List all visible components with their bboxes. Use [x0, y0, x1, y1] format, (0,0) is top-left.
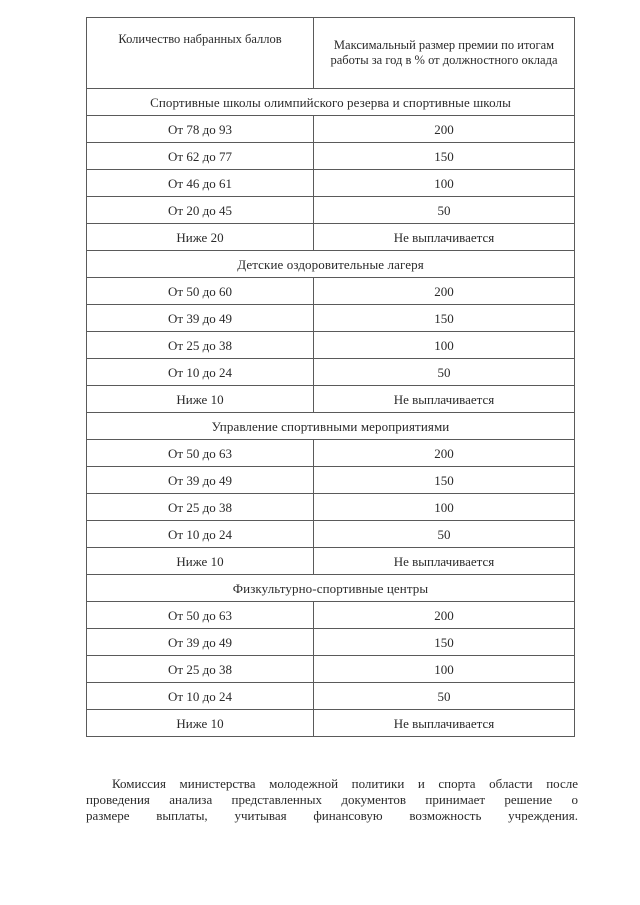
section-row: [87, 89, 575, 116]
points-range-cell: От 39 до 49: [87, 305, 314, 332]
points-range-cell: От 25 до 38: [87, 494, 314, 521]
table-row: [87, 629, 575, 656]
section-title: Управление спортивными мероприятиями: [87, 413, 575, 440]
table-row: [87, 170, 575, 197]
bonus-percent-cell: 100: [314, 332, 575, 359]
table-row: [87, 143, 575, 170]
bonus-percent-cell: 150: [314, 629, 575, 656]
commission-paragraph: [86, 776, 578, 824]
bonus-percent-cell: 50: [314, 197, 575, 224]
table-row: [87, 224, 575, 251]
table-row: [87, 386, 575, 413]
points-range-cell: От 20 до 45: [87, 197, 314, 224]
bonus-percent-cell: Не выплачивается: [314, 710, 575, 737]
bonus-percent-cell: Не выплачивается: [314, 224, 575, 251]
points-range-cell: От 50 до 60: [87, 278, 314, 305]
table-row: [87, 440, 575, 467]
points-range-cell: От 10 до 24: [87, 683, 314, 710]
table-row: [87, 656, 575, 683]
table-row: [87, 116, 575, 143]
table-row: [87, 359, 575, 386]
table-row: [87, 548, 575, 575]
table-row: [87, 197, 575, 224]
table-row: [87, 467, 575, 494]
points-range-cell: От 46 до 61: [87, 170, 314, 197]
bonus-percent-cell: 200: [314, 602, 575, 629]
points-range-cell: Ниже 10: [87, 548, 314, 575]
section-title: Физкультурно-спортивные центры: [87, 575, 575, 602]
points-range-cell: От 62 до 77: [87, 143, 314, 170]
section-row: [87, 251, 575, 278]
bonus-percent-cell: 50: [314, 521, 575, 548]
table-row: [87, 305, 575, 332]
table-row: [87, 278, 575, 305]
header-bonus: Максимальный размер премии по итогам работы за год в % от должностного оклада: [314, 18, 575, 89]
bonus-percent-cell: 100: [314, 494, 575, 521]
points-range-cell: От 39 до 49: [87, 467, 314, 494]
points-range-cell: От 10 до 24: [87, 521, 314, 548]
bonus-percent-cell: 150: [314, 467, 575, 494]
points-range-cell: Ниже 20: [87, 224, 314, 251]
bonus-percent-cell: 150: [314, 305, 575, 332]
paragraph-line: Комиссия министерства молодежной политики и спорта области после: [112, 776, 578, 791]
bonus-percent-cell: 50: [314, 683, 575, 710]
header-points: Количество набранных баллов: [87, 18, 314, 89]
bonus-percent-cell: 150: [314, 143, 575, 170]
section-title: Спортивные школы олимпийского резерва и спортивные школы: [87, 89, 575, 116]
points-range-cell: Ниже 10: [87, 710, 314, 737]
bonus-percent-cell: Не выплачивается: [314, 548, 575, 575]
table-header-row: [87, 18, 575, 89]
table-row: [87, 683, 575, 710]
bonus-percent-cell: 50: [314, 359, 575, 386]
points-range-cell: От 50 до 63: [87, 440, 314, 467]
points-range-cell: От 39 до 49: [87, 629, 314, 656]
section-title: Детские оздоровительные лагеря: [87, 251, 575, 278]
table-row: [87, 494, 575, 521]
bonus-table: [86, 17, 575, 737]
bonus-table-body: [87, 18, 575, 737]
table-row: [87, 710, 575, 737]
points-range-cell: От 25 до 38: [87, 656, 314, 683]
table-row: [87, 602, 575, 629]
table-row: [87, 332, 575, 359]
bonus-percent-cell: 100: [314, 170, 575, 197]
paragraph-line: проведения анализа представленных документов принимает решение о: [86, 792, 578, 807]
bonus-percent-cell: Не выплачивается: [314, 386, 575, 413]
bonus-percent-cell: 200: [314, 116, 575, 143]
bonus-percent-cell: 200: [314, 278, 575, 305]
points-range-cell: От 78 до 93: [87, 116, 314, 143]
bonus-percent-cell: 200: [314, 440, 575, 467]
section-row: [87, 575, 575, 602]
points-range-cell: От 50 до 63: [87, 602, 314, 629]
bonus-percent-cell: 100: [314, 656, 575, 683]
points-range-cell: От 10 до 24: [87, 359, 314, 386]
points-range-cell: Ниже 10: [87, 386, 314, 413]
table-row: [87, 521, 575, 548]
paragraph-line: размере выплаты, учитывая финансовую возможность учреждения.: [86, 808, 578, 823]
points-range-cell: От 25 до 38: [87, 332, 314, 359]
section-row: [87, 413, 575, 440]
